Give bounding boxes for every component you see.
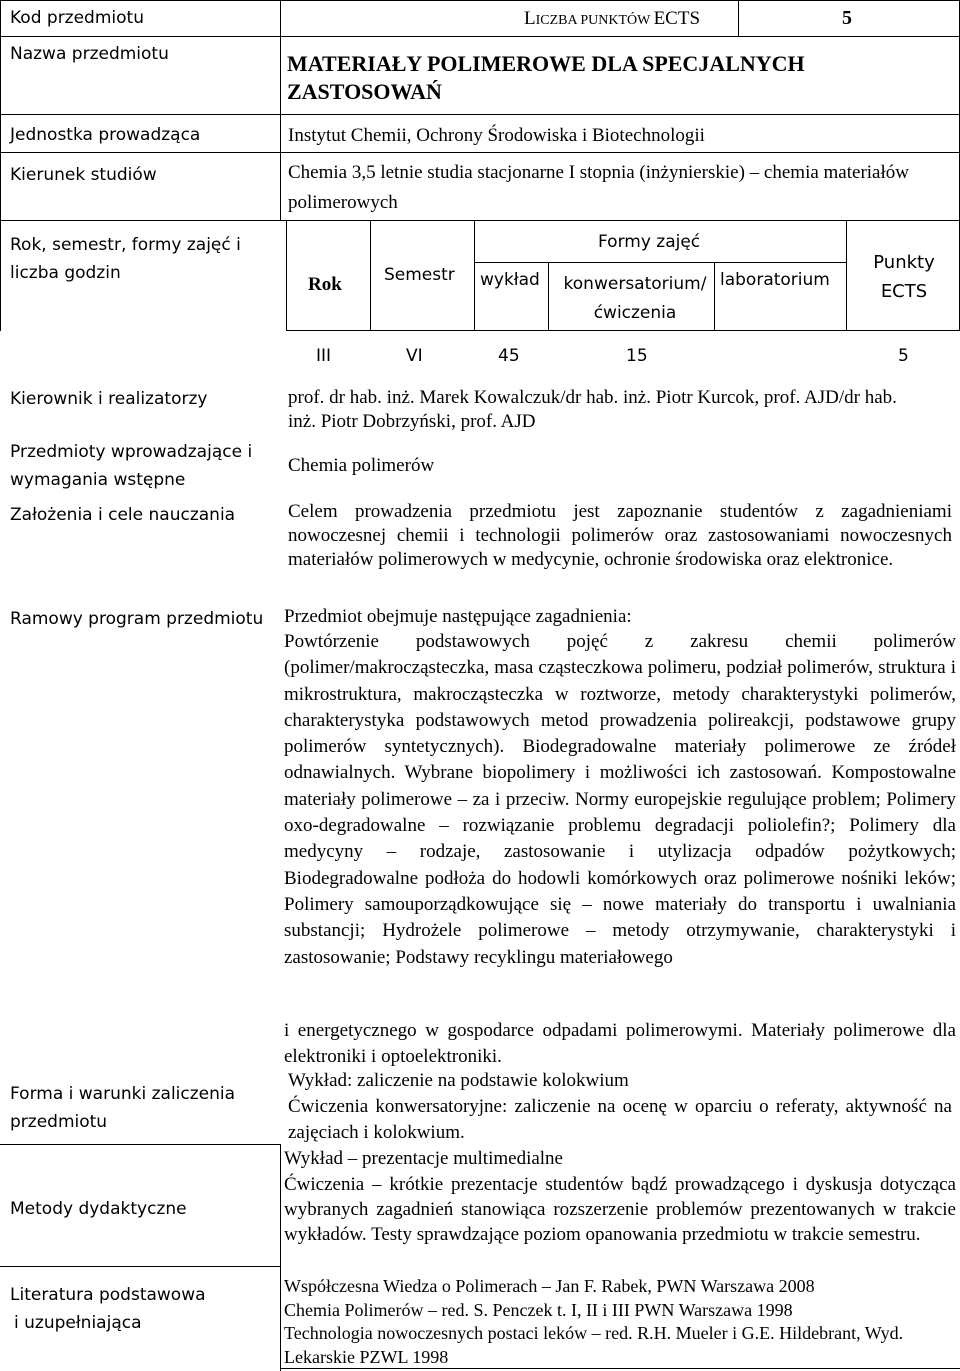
assessment-label: Forma i warunki zaliczenia przedmiotu — [10, 1084, 236, 1132]
year-semester-label: Rok, semestr, formy zajęć i liczba godzin — [10, 235, 241, 283]
ects-label-first: L — [524, 8, 536, 29]
rule — [0, 114, 960, 115]
methods-line2: Ćwiczenia – krótkie prezentacje studentów bądź prowadzącego i dyskusja dotycząca wybranych zagadnień stanowiąca rozszerzenie problemów prezentowanych w trakcie wykładów. Testy sprawdzające poziom opanowania przedmiotu w trakcie semestru. — [284, 1174, 956, 1245]
rule — [286, 221, 287, 331]
val-ects: 5 — [898, 346, 909, 366]
col-semester: Semestr — [384, 265, 455, 285]
program-value-end: i energetycznego w gospodarce odpadami polimerowymi. Materiały polimerowe dla elektroniki i optoelektroniki. — [284, 1020, 956, 1067]
rule — [280, 1266, 281, 1371]
unit-label: Jednostka prowadząca — [10, 125, 201, 145]
ects-label-tail: ECTS — [653, 8, 701, 29]
literature-item: Chemia Polimerów – red. S. Penczek t. I, II i III PWN Warszawa 1998 — [284, 1299, 793, 1320]
rule — [738, 0, 739, 37]
program-value: Powtórzenie podstawowych pojęć z zakresu chemii polimerów (polimer/makrocząsteczka, masa cząsteczkowa polimeru, podział polimerów, struktura i mikrostruktura, makrocząsteczka w roztworze, metody charakterystyki polimerów, charakterystyka podstawowych metod prowadzenia polireakcji, podstawowe grupy polimerów syntetycznych). Biodegradowalne materiały polimerowe ze źródeł odnawialnych. Wybrane biopolimery i możliwości ich zastosowań. Kompostowalne materiały polimerowe – za i przeciw. Normy europejskie regulujące problem; Polimery oxo-degradowalne – rozwiązanie problemu degradacji poliolefin?; Polimery dla medycyny – rodzaje, zastosowanie i utylizacja odpadów pożytkowych; Biodegradowalne podłoża do hodowli komórkowych oraz polimerowe nośniki leków; Polimery samouporządkowujące się – nowe materiały do transportu i uwalniania substancji; Hydrożele polimerowe – metody otrzymywanie, charakterystyki i zastosowanie; Podstawy recyklingu materiałowego — [284, 631, 956, 968]
prereq-label: Przedmioty wprowadzające i wymagania wstępne — [10, 442, 253, 490]
course-code-label: Kod przedmiotu — [10, 8, 144, 28]
rule — [474, 221, 475, 331]
course-name-value: MATERIAŁY POLIMEROWE DLA SPECJALNYCH ZASTOSOWAŃ — [287, 51, 805, 104]
ects-label-rest: ICZBA PUNKTÓW — [535, 13, 654, 28]
val-semester: VI — [406, 346, 423, 366]
goals-value: Celem prowadzenia przedmiotu jest zapoznanie studentów z zagadnieniami nowoczesnej chemii i technologii polimerów oraz zastosowaniami nowoczesnych materiałów polimerowych w medycynie, ochronie środowiska oraz elektronice. — [288, 501, 952, 570]
rule — [714, 262, 715, 331]
rule — [0, 0, 1, 331]
rule — [0, 152, 960, 153]
rule — [0, 36, 960, 37]
col-conv-line1: konwersatorium/ — [563, 274, 707, 294]
col-forms: Formy zajęć — [598, 232, 701, 252]
val-lecture: 45 — [498, 346, 520, 366]
col-ects-line1: Punkty — [873, 252, 935, 273]
val-conv: 15 — [626, 346, 648, 366]
goals-label: Założenia i cele nauczania — [10, 505, 236, 525]
rule — [280, 0, 281, 221]
field-label: Kierunek studiów — [10, 165, 157, 185]
unit-value: Instytut Chemii, Ochrony Środowiska i Biotechnologii — [288, 125, 705, 146]
staff-label: Kierownik i realizatorzy — [10, 389, 208, 409]
literature-label-line2: i uzupełniająca — [14, 1313, 142, 1333]
methods-line1: Wykład – prezentacje multimedialne — [284, 1148, 563, 1169]
assessment-line2: Ćwiczenia konwersatoryjne: zaliczenie na ocenę w oparciu o referaty, aktywność na zajęciach i kolokwium. — [288, 1096, 952, 1143]
rule — [0, 1266, 280, 1267]
literature-label-line1: Literatura podstawowa — [10, 1285, 206, 1305]
rule — [548, 262, 549, 331]
col-ects — [856, 248, 952, 306]
literature-list — [284, 1275, 956, 1369]
methods-label: Metody dydaktyczne — [10, 1199, 187, 1219]
program-intro: Przedmiot obejmuje następujące zagadnienia: — [284, 606, 632, 627]
literature-label — [10, 1281, 206, 1337]
program-label: Ramowy program przedmiotu — [10, 609, 264, 629]
rule — [474, 262, 846, 263]
literature-item: Współczesna Wiedza o Polimerach – Jan F. Rabek, PWN Warszawa 2008 — [284, 1276, 815, 1296]
staff-value: prof. dr hab. inż. Marek Kowalczuk/dr hab. inż. Piotr Kurcok, prof. AJD/dr hab. inż. Piotr Dobrzyński, prof. AJD — [288, 387, 897, 432]
rule — [0, 1144, 280, 1145]
rule — [0, 220, 960, 221]
rule — [0, 0, 960, 1]
val-year: III — [316, 346, 332, 366]
assessment-line1: Wykład: zaliczenie na podstawie kolokwium — [288, 1070, 629, 1091]
course-name-label: Nazwa przedmiotu — [10, 44, 169, 64]
rule — [846, 221, 847, 331]
field-value: Chemia 3,5 letnie studia stacjonarne I stopnia (inżynierskie) – chemia materiałów polimerowych — [288, 162, 909, 213]
rule — [286, 330, 960, 331]
col-conv-line2: ćwiczenia — [593, 303, 677, 323]
literature-item: Technologia nowoczesnych postaci leków – red. R.H. Mueler i G.E. Hildebrant, Wyd. Lekarskie PZWL 1998 — [284, 1323, 904, 1367]
prereq-value: Chemia polimerów — [288, 455, 435, 476]
col-lab: laboratorium — [720, 270, 830, 290]
col-year: Rok — [308, 274, 342, 295]
rule — [370, 221, 371, 331]
ects-value: 5 — [842, 7, 852, 29]
col-lecture: wykład — [480, 270, 540, 290]
col-conv — [562, 270, 708, 328]
ects-label — [524, 8, 700, 30]
col-ects-line2: ECTS — [880, 281, 928, 302]
